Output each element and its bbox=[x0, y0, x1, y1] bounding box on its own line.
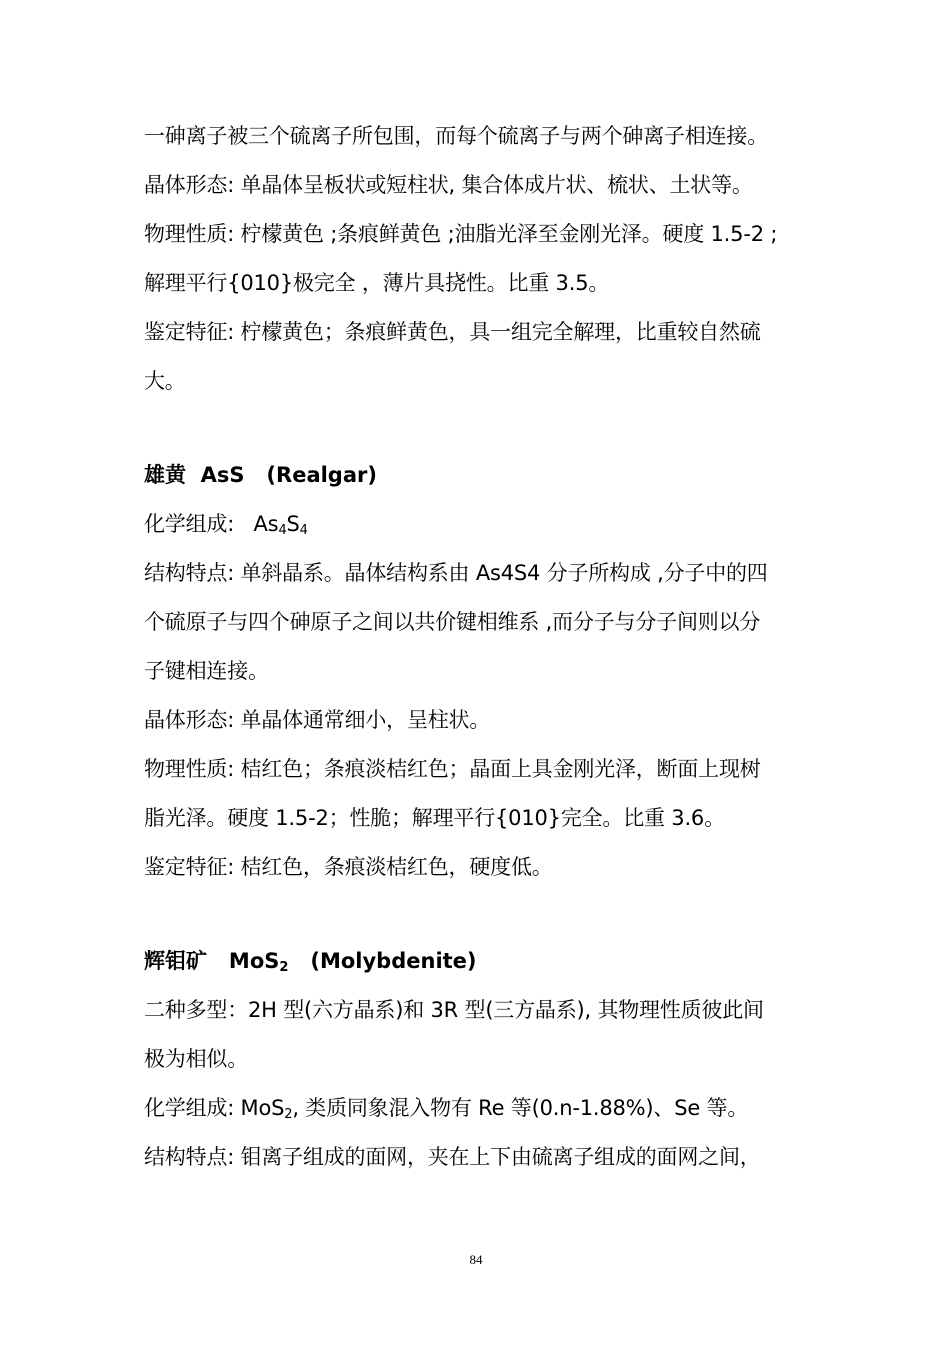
formula-subscript: 4 bbox=[278, 523, 287, 538]
text-line: 鉴定特征: 桔红色，条痕淡桔红色，硬度低。 bbox=[144, 855, 553, 879]
heading-text: (Molybdenite) bbox=[288, 949, 477, 973]
formula-element: As bbox=[253, 512, 279, 536]
composition-text: , 类质同象混入物有 Re 等(0.n-1.88%)、Se 等。 bbox=[292, 1096, 749, 1120]
composition-text: 化学组成: MoS bbox=[144, 1096, 285, 1120]
text-line: 结构特点: 单斜晶系。晶体结构系由 As4S4 分子所构成 ,分子中的四 bbox=[144, 561, 768, 585]
text-line: 子键相连接。 bbox=[144, 659, 269, 683]
composition-label: 化学组成: bbox=[144, 512, 254, 536]
text-line: 极为相似。 bbox=[144, 1047, 248, 1071]
formula-subscript: 4 bbox=[299, 523, 308, 538]
text-line: 鉴定特征: 柠檬黄色；条痕鲜黄色，具一组完全解理，比重较自然硫 bbox=[144, 320, 761, 344]
molybdenite-composition bbox=[144, 1096, 824, 1120]
text-line: 晶体形态: 单晶体通常细小，呈柱状。 bbox=[144, 708, 491, 732]
text-line: 个硫原子与四个砷原子之间以共价键相维系 ,而分子与分子间则以分 bbox=[144, 610, 761, 634]
formula-subscript: 2 bbox=[284, 1107, 293, 1122]
text-line: 结构特点: 钼离子组成的面网，夹在上下由硫离子组成的面网之间， bbox=[144, 1145, 761, 1169]
formula-subscript: 2 bbox=[279, 960, 289, 975]
formula-element: S bbox=[286, 512, 300, 536]
text-line: 大。 bbox=[144, 369, 186, 393]
text-line: 二种多型：2H 型(六方晶系)和 3R 型(三方晶系), 其物理性质彼此间 bbox=[144, 998, 764, 1022]
text-line: 物理性质: 柠檬黄色 ;条痕鲜黄色 ;油脂光泽至金刚光泽。硬度 1.5-2 ; bbox=[144, 222, 778, 246]
page-number: 84 bbox=[469, 1252, 483, 1267]
text-line: 晶体形态: 单晶体呈板状或短柱状, 集合体成片状、梳状、土状等。 bbox=[144, 173, 753, 197]
text-line: 脂光泽。硬度 1.5-2；性脆；解理平行{010}完全。比重 3.6。 bbox=[144, 806, 725, 830]
text-line: 解理平行{010}极完全 ，薄片具挠性。比重 3.5。 bbox=[144, 271, 610, 295]
text-line: 物理性质: 桔红色；条痕淡桔红色；晶面上具金刚光泽，断面上现树 bbox=[144, 757, 761, 781]
realgar-heading: 雄黄 AsS (Realgar) bbox=[144, 463, 377, 487]
heading-text: 辉钼矿 MoS bbox=[144, 949, 280, 973]
page-body bbox=[144, 124, 824, 1169]
text-line: 一砷离子被三个硫离子所包围，而每个硫离子与两个砷离子相连接。 bbox=[144, 124, 768, 148]
molybdenite-heading bbox=[144, 949, 824, 973]
realgar-composition bbox=[144, 512, 824, 536]
